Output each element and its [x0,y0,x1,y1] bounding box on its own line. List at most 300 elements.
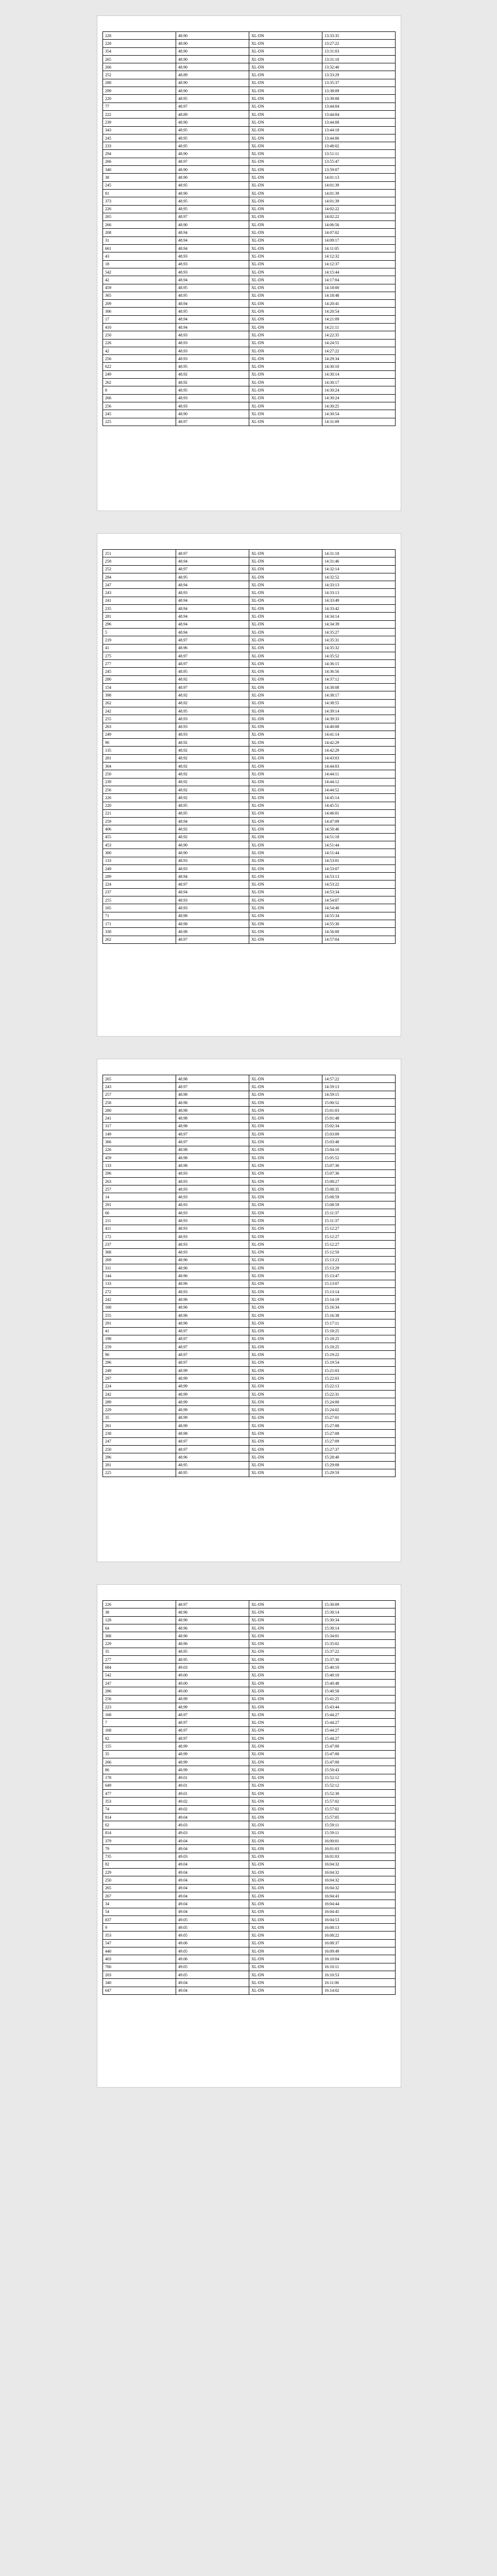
table-row [103,581,396,589]
price-cell: 48.94 [176,236,249,244]
venue-cell: XL-DN [249,581,322,589]
venue-cell: XL-DN [249,1742,322,1750]
table-row [103,754,396,762]
volume-cell: 43 [103,252,176,260]
price-cell: 48.95 [176,197,249,205]
price-cell: 48.94 [176,818,249,825]
volume-cell: 79 [103,1845,176,1853]
time-cell: 14:31:18 [322,550,396,557]
time-cell: 14:54:40 [322,904,396,912]
volume-cell: 228 [103,32,176,40]
volume-cell: 135 [103,747,176,754]
volume-cell: 128 [103,1616,176,1624]
time-cell: 15:44:27 [322,1711,396,1719]
table-row [103,1876,396,1884]
volume-cell: 242 [103,707,176,715]
venue-cell: XL-DN [249,715,322,723]
time-cell: 15:07:36 [322,1170,396,1177]
volume-cell: 209 [103,300,176,308]
price-cell: 48.95 [176,1648,249,1655]
price-cell: 48.94 [176,873,249,880]
time-cell: 15:59:11 [322,1821,396,1829]
venue-cell: XL-DN [249,1931,322,1939]
table-row [103,252,396,260]
venue-cell: XL-DN [249,1469,322,1477]
volume-cell: 198 [103,1335,176,1343]
table-row [103,1860,396,1868]
table-row [103,260,396,268]
volume-cell: 14 [103,1193,176,1201]
table-row [103,1695,396,1703]
time-cell: 16:09:49 [322,1947,396,1955]
venue-cell: XL-DN [249,1351,322,1359]
volume-cell: 54 [103,1908,176,1916]
venue-cell: XL-DN [249,1288,322,1296]
time-cell: 16:08:22 [322,1931,396,1939]
venue-cell: XL-DN [249,95,322,103]
price-cell: 49.04 [176,1814,249,1821]
venue-cell: XL-DN [249,652,322,659]
table-row [103,158,396,165]
volume-cell: 149 [103,1130,176,1138]
time-cell: 14:32:14 [322,565,396,573]
venue-cell: XL-DN [249,1892,322,1900]
table-row [103,1335,396,1343]
venue-cell: XL-DN [249,1947,322,1955]
time-cell: 14:34:39 [322,620,396,628]
price-cell: 49.00 [176,1679,249,1687]
time-cell: 15:08:35 [322,1185,396,1193]
table-row [103,1453,396,1461]
volume-cell: 256 [103,402,176,410]
volume-cell: 226 [103,1601,176,1608]
time-cell: 13:44:04 [322,103,396,110]
price-cell: 48.90 [176,150,249,158]
table-row [103,315,396,323]
venue-cell: XL-DN [249,300,322,308]
price-cell: 48.97 [176,1327,249,1335]
time-cell: 14:38:55 [322,699,396,707]
venue-cell: XL-DN [249,1170,322,1177]
volume-cell: 18 [103,260,176,268]
price-cell: 48.97 [176,936,249,943]
volume-cell: 330 [103,928,176,936]
time-cell: 15:59:11 [322,1829,396,1837]
volume-cell: 257 [103,1091,176,1098]
table-row [103,103,396,110]
venue-cell: XL-DN [249,794,322,802]
volume-cell: 255 [103,896,176,904]
time-cell: 14:51:18 [322,833,396,841]
volume-cell: 262 [103,699,176,707]
volume-cell: 178 [103,1774,176,1782]
volume-cell: 814 [103,1829,176,1837]
venue-cell: XL-DN [249,1876,322,1884]
volume-cell: 249 [103,731,176,738]
time-cell: 16:04:32 [322,1869,396,1876]
table-row [103,1445,396,1453]
time-cell: 14:20:54 [322,308,396,315]
venue-cell: XL-DN [249,1375,322,1382]
price-cell: 48.98 [176,1430,249,1437]
venue-cell: XL-DN [249,565,322,573]
price-cell: 48.99 [176,1695,249,1703]
time-cell: 13:44:18 [322,126,396,134]
venue-cell: XL-DN [249,79,322,87]
table-row [103,1664,396,1671]
time-cell: 14:40:08 [322,723,396,731]
volume-cell: 410 [103,323,176,331]
time-cell: 14:24:55 [322,339,396,347]
volume-cell: 289 [103,873,176,880]
volume-cell: 275 [103,652,176,659]
price-cell: 48.96 [176,644,249,652]
table-row [103,557,396,565]
venue-cell: XL-DN [249,1445,322,1453]
time-cell: 14:33:42 [322,605,396,613]
venue-cell: XL-DN [249,87,322,95]
price-cell: 48.93 [176,355,249,363]
venue-cell: XL-DN [249,920,322,927]
volume-cell: 280 [103,675,176,683]
venue-cell: XL-DN [249,1138,322,1146]
venue-cell: XL-DN [249,605,322,613]
venue-cell: XL-DN [249,1130,322,1138]
venue-cell: XL-DN [249,691,322,699]
price-cell: 48.95 [176,1469,249,1477]
volume-cell: 35 [103,1750,176,1758]
time-cell: 16:10:11 [322,1963,396,1971]
time-cell: 14:51:44 [322,849,396,857]
venue-cell: XL-DN [249,1311,322,1319]
volume-cell: 228 [103,40,176,47]
price-cell: 48.93 [176,260,249,268]
price-cell: 48.97 [176,565,249,573]
volume-cell: 41 [103,1327,176,1335]
time-cell: 15:34:01 [322,1632,396,1640]
volume-cell: 365 [103,292,176,299]
table-row [103,1256,396,1264]
table-row [103,1437,396,1445]
price-cell: 49.06 [176,1939,249,1947]
table-row [103,1601,396,1608]
volume-cell: 340 [103,166,176,174]
time-cell: 14:02:22 [322,213,396,221]
volume-cell: 259 [103,1343,176,1351]
volume-cell: 64 [103,1624,176,1632]
price-cell: 48.92 [176,825,249,833]
venue-cell: XL-DN [249,1829,322,1837]
venue-cell: XL-DN [249,849,322,857]
price-cell: 48.97 [176,652,249,659]
table-row [103,363,396,370]
price-cell: 48.95 [176,181,249,189]
venue-cell: XL-DN [249,1280,322,1287]
time-cell: 14:39:33 [322,715,396,723]
volume-cell: 373 [103,197,176,205]
venue-cell: XL-DN [249,873,322,880]
venue-cell: XL-DN [249,1327,322,1335]
time-cell: 13:48:02 [322,142,396,150]
price-cell: 48.96 [176,1264,249,1272]
venue-cell: XL-DN [249,1209,322,1217]
volume-cell: 837 [103,1916,176,1923]
time-cell: 15:24:02 [322,1406,396,1414]
table-row [103,63,396,71]
venue-cell: XL-DN [249,1671,322,1679]
table-row [103,1366,396,1374]
price-cell: 48.90 [176,118,249,126]
venue-cell: XL-DN [249,754,322,762]
volume-cell: 219 [103,636,176,644]
time-cell: 14:30:24 [322,394,396,402]
table-row [103,347,396,354]
volume-cell: 661 [103,245,176,252]
price-cell: 48.97 [176,1719,249,1726]
volume-cell: 277 [103,660,176,668]
price-cell: 48.96 [176,1616,249,1624]
venue-cell: XL-DN [249,865,322,872]
venue-cell: XL-DN [249,896,322,904]
time-cell: 16:14:02 [322,1987,396,1994]
price-cell: 48.94 [176,315,249,323]
time-cell: 15:52:12 [322,1782,396,1789]
table-row [103,1845,396,1853]
volume-cell: 317 [103,1122,176,1130]
price-cell: 49.02 [176,1805,249,1813]
price-cell: 48.93 [176,896,249,904]
volume-cell: 77 [103,103,176,110]
volume-cell: 255 [103,1311,176,1319]
table-row [103,1146,396,1154]
volume-cell: 229 [103,1640,176,1648]
venue-cell: XL-DN [249,1711,322,1719]
time-cell: 16:04:32 [322,1860,396,1868]
table-row [103,292,396,299]
price-cell: 48.90 [176,63,249,71]
time-cell: 14:31:46 [322,557,396,565]
time-cell: 15:47:00 [322,1742,396,1750]
price-cell: 48.97 [176,1735,249,1742]
price-cell: 48.92 [176,786,249,793]
volume-cell: 5 [103,628,176,636]
volume-cell: 71 [103,912,176,920]
time-cell: 14:44:12 [322,778,396,786]
volume-cell: 280 [103,1107,176,1114]
price-cell: 48.95 [176,668,249,675]
volume-cell: 252 [103,71,176,79]
time-cell: 15:13:07 [322,1280,396,1287]
price-cell: 48.93 [176,857,249,865]
price-cell: 48.90 [176,189,249,197]
table-row [103,1750,396,1758]
venue-cell: XL-DN [249,1437,322,1445]
price-cell: 49.05 [176,1931,249,1939]
price-cell: 49.04 [176,1908,249,1916]
price-cell: 48.96 [176,1272,249,1280]
table-row [103,47,396,55]
price-cell: 48.93 [176,1232,249,1240]
time-cell: 14:12:37 [322,260,396,268]
price-cell: 49.04 [176,1884,249,1892]
venue-cell: XL-DN [249,723,322,731]
venue-cell: XL-DN [249,1908,322,1916]
volume-cell: 281 [103,1461,176,1469]
table-row [103,1311,396,1319]
price-cell: 48.95 [176,1656,249,1664]
time-cell: 15:03:09 [322,1130,396,1138]
time-cell: 14:46:01 [322,809,396,817]
time-cell: 14:56:00 [322,928,396,936]
price-cell: 48.95 [176,95,249,103]
time-cell: 14:07:02 [322,229,396,236]
volume-cell: 440 [103,1947,176,1955]
price-cell: 48.99 [176,1766,249,1774]
time-cell: 15:57:05 [322,1814,396,1821]
venue-cell: XL-DN [249,1201,322,1209]
venue-cell: XL-DN [249,1632,322,1640]
venue-cell: XL-DN [249,308,322,315]
price-cell: 48.93 [176,1248,249,1256]
volume-cell: 299 [103,87,176,95]
table-row [103,1351,396,1359]
table-row [103,802,396,809]
volume-cell: 133 [103,857,176,865]
price-cell: 48.94 [176,229,249,236]
price-cell: 48.96 [176,1624,249,1632]
time-cell: 16:08:13 [322,1924,396,1931]
table-row [103,928,396,936]
time-cell: 15:27:37 [322,1445,396,1453]
table-row [103,550,396,557]
price-cell: 49.03 [176,1829,249,1837]
time-cell: 14:30:10 [322,363,396,370]
venue-cell: XL-DN [249,1916,322,1923]
volume-cell: 300 [103,849,176,857]
table-row [103,229,396,236]
venue-cell: XL-DN [249,1979,322,1987]
time-cell: 15:47:00 [322,1750,396,1758]
document-page [97,533,401,1037]
price-cell: 48.97 [176,1711,249,1719]
venue-cell: XL-DN [249,589,322,597]
table-row [103,1430,396,1437]
price-cell: 48.98 [176,1114,249,1122]
time-cell: 14:17:04 [322,276,396,284]
time-cell: 14:09:17 [322,236,396,244]
price-cell: 48.95 [176,809,249,817]
time-cell: 15:18:25 [322,1343,396,1351]
venue-cell: XL-DN [249,410,322,418]
table-row [103,1900,396,1908]
time-cell: 14:33:49 [322,597,396,604]
volume-cell: 256 [103,786,176,793]
table-row [103,762,396,770]
time-cell: 15:12:27 [322,1241,396,1248]
venue-cell: XL-DN [249,1939,322,1947]
table-row [103,189,396,197]
venue-cell: XL-DN [249,1719,322,1726]
price-cell: 48.99 [176,1414,249,1421]
price-cell: 48.97 [176,1359,249,1366]
table-row [103,79,396,87]
volume-cell: 266 [103,1758,176,1766]
price-cell: 48.93 [176,1177,249,1185]
price-cell: 48.97 [176,1343,249,1351]
venue-cell: XL-DN [249,1098,322,1106]
price-cell: 49.04 [176,1837,249,1844]
table-row [103,605,396,613]
time-cell: 14:18:00 [322,284,396,292]
price-cell: 48.96 [176,1319,249,1327]
table-row [103,707,396,715]
time-cell: 15:19:54 [322,1359,396,1366]
volume-cell: 82 [103,1735,176,1742]
time-cell: 14:53:07 [322,865,396,872]
table-row [103,1939,396,1947]
table-row [103,1963,396,1971]
price-cell: 48.97 [176,1726,249,1734]
table-row [103,833,396,841]
volume-cell: 256 [103,1695,176,1703]
table-row [103,1130,396,1138]
volume-cell: 249 [103,1366,176,1374]
trades-table [102,549,396,944]
time-cell: 13:51:11 [322,150,396,158]
venue-cell: XL-DN [249,1845,322,1853]
table-row [103,1398,396,1406]
volume-cell: 296 [103,1170,176,1177]
time-cell: 14:35:27 [322,628,396,636]
table-row [103,1971,396,1978]
time-cell: 14:30:17 [322,379,396,386]
volume-cell: 265 [103,213,176,221]
price-cell: 48.93 [176,1288,249,1296]
table-row [103,770,396,778]
venue-cell: XL-DN [249,276,322,284]
table-row [103,818,396,825]
table-row [103,1122,396,1130]
time-cell: 15:30:34 [322,1616,396,1624]
volume-cell: 542 [103,1671,176,1679]
venue-cell: XL-DN [249,103,322,110]
table-row [103,1091,396,1098]
time-cell: 16:08:37 [322,1939,396,1947]
table-row [103,1303,396,1311]
venue-cell: XL-DN [249,1853,322,1860]
price-cell: 48.89 [176,71,249,79]
time-cell: 14:53:13 [322,873,396,880]
table-row [103,573,396,581]
price-cell: 48.99 [176,1390,249,1398]
venue-cell: XL-DN [249,1217,322,1225]
table-row [103,1382,396,1390]
volume-cell: 133 [103,1162,176,1170]
time-cell: 15:27:08 [322,1422,396,1430]
time-cell: 14:01:13 [322,174,396,181]
volume-cell: 296 [103,1359,176,1366]
price-cell: 49.00 [176,1687,249,1695]
volume-cell: 168 [103,1711,176,1719]
time-cell: 16:04:45 [322,1908,396,1916]
venue-cell: XL-DN [249,684,322,691]
venue-cell: XL-DN [249,1272,322,1280]
time-cell: 16:04:32 [322,1876,396,1884]
table-row [103,668,396,675]
volume-cell: 814 [103,1814,176,1821]
price-cell: 49.04 [176,1987,249,1994]
price-cell: 48.93 [176,252,249,260]
